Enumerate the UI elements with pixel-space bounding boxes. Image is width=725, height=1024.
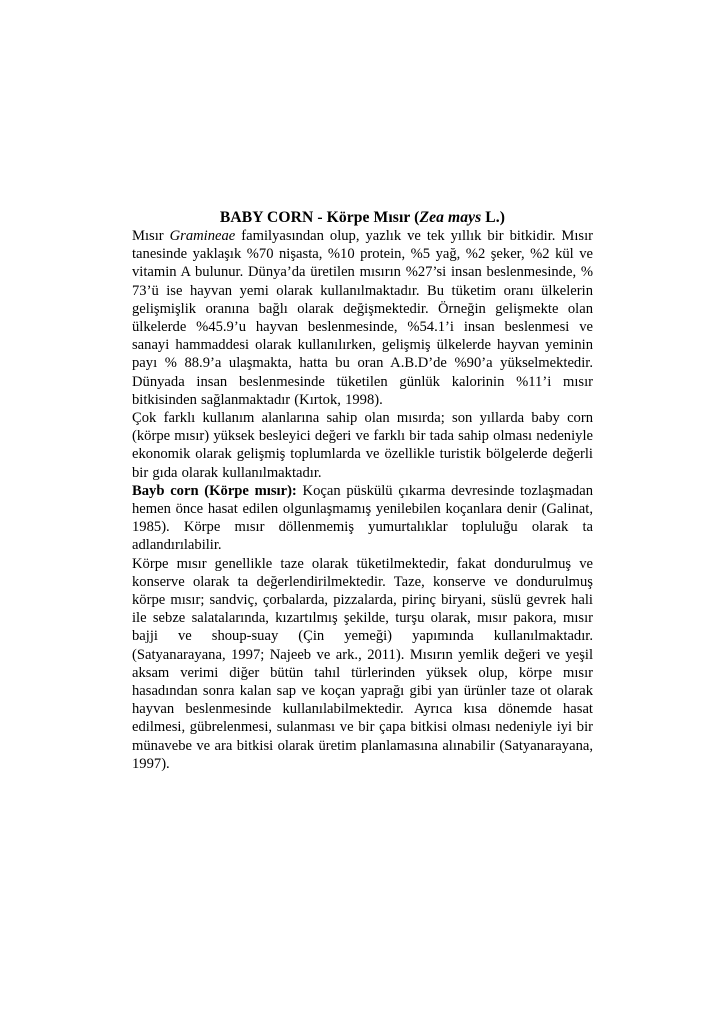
paragraph-usage: Çok farklı kullanım alanlarına sahip olan mısırda; son yıllarda baby corn (körpe mısır) yüksek besleyici değeri ve farklı bir tada sahip olması nedeniyle ekonomik olarak gelişmiş toplumlarda ve özellikle turistik bölgelerde değerli bir gıda olarak kullanılmaktadır. [132, 410, 593, 481]
intro-lead-text: Mısır [132, 228, 170, 244]
paragraph-intro [132, 227, 593, 409]
paragraph-definition [132, 482, 593, 555]
definition-body-text: Koçan püskülü çıkarma devresinde tozlaşmadan hemen önce hasat edilen olgunlaşmamış yenilebilen koçanlara denir (Galinat, 1985). Körpe mısır döllenmemiş yumurtalıklar topluluğu olarak ta adlandırılabilir. [132, 482, 594, 554]
intro-family-name: Gramineae [169, 228, 236, 244]
title-prefix: BABY CORN - Körpe Mısır ( [219, 209, 420, 226]
document-content-column [132, 0, 593, 773]
title-species-name: Zea mays [419, 209, 482, 226]
document-title [132, 209, 593, 227]
intro-body-text: familyasından olup, yazlık ve tek yıllık bir bitkidir. Mısır tanesinde yaklaşık %70 nişasta, %10 protein, %5 yağ, %2 şeker, %2 kül ve vitamin A bulunur. Dünya’da üretilen mısırın %27’si insan beslenmesinde, % 73’ü ise hayvan yemi olarak kullanılmaktadır. Bu tüketim oranı ülkelerin gelişmişlik oranına bağlı olarak değişmektedir. Örneğin gelişmekte olan ülkelerde %45.9’u hayvan beslenmesinde, %54.1’i insan beslenmesi ve sanayi hammaddesi olarak kullanılırken, gelişmiş ülkelerde hayvan yeminin payı % 88.9’a ulaşmakta, hatta bu oran A.B.D’de %90’a yükselmektedir. Dünyada insan beslenmesinde tüketilen günlük kalorinin %11’i mısır bitkisinden sağlanmaktadır (Kırtok, 1998). [132, 228, 594, 408]
definition-bold-lead: Bayb corn (Körpe mısır): [132, 482, 297, 499]
paragraph-consumption: Körpe mısır genellikle taze olarak tüketilmektedir, fakat dondurulmuş ve konserve olarak ta değerlendirilmektedir. Taze, konserve ve dondurulmuş körpe mısır; sandviç, çorbalarda, pizzalarda, pirinç biryani, süslü gevrek hali ile sebze salatalarında, kızartılmış şekilde, turşu olarak, mısır pakora, mısır bajji ve shoup-suay (Çin yemeği) yapımında kullanılmaktadır. (Satyanarayana, 1997; Najeeb ve ark., 2011). Mısırın yemlik değeri ve yeşil aksam verimi diğer bütün tahıl türlerinden yüksek olup, körpe mısır hasadından sonra kalan sap ve koçan yaprağı gibi yan ürünler taze ot olarak hayvan beslenmesinde kullanılabilmektedir. Ayrıca kısa dönemde hasat edilmesi, gübrelenmesi, sulanması ve bir çapa bitkisi olması nedeniyle iyi bir münavebe ve ara bitkisi olarak üretim planlamasına alınabilir (Satyanarayana, 1997). [132, 555, 593, 772]
title-suffix: L.) [481, 209, 506, 226]
